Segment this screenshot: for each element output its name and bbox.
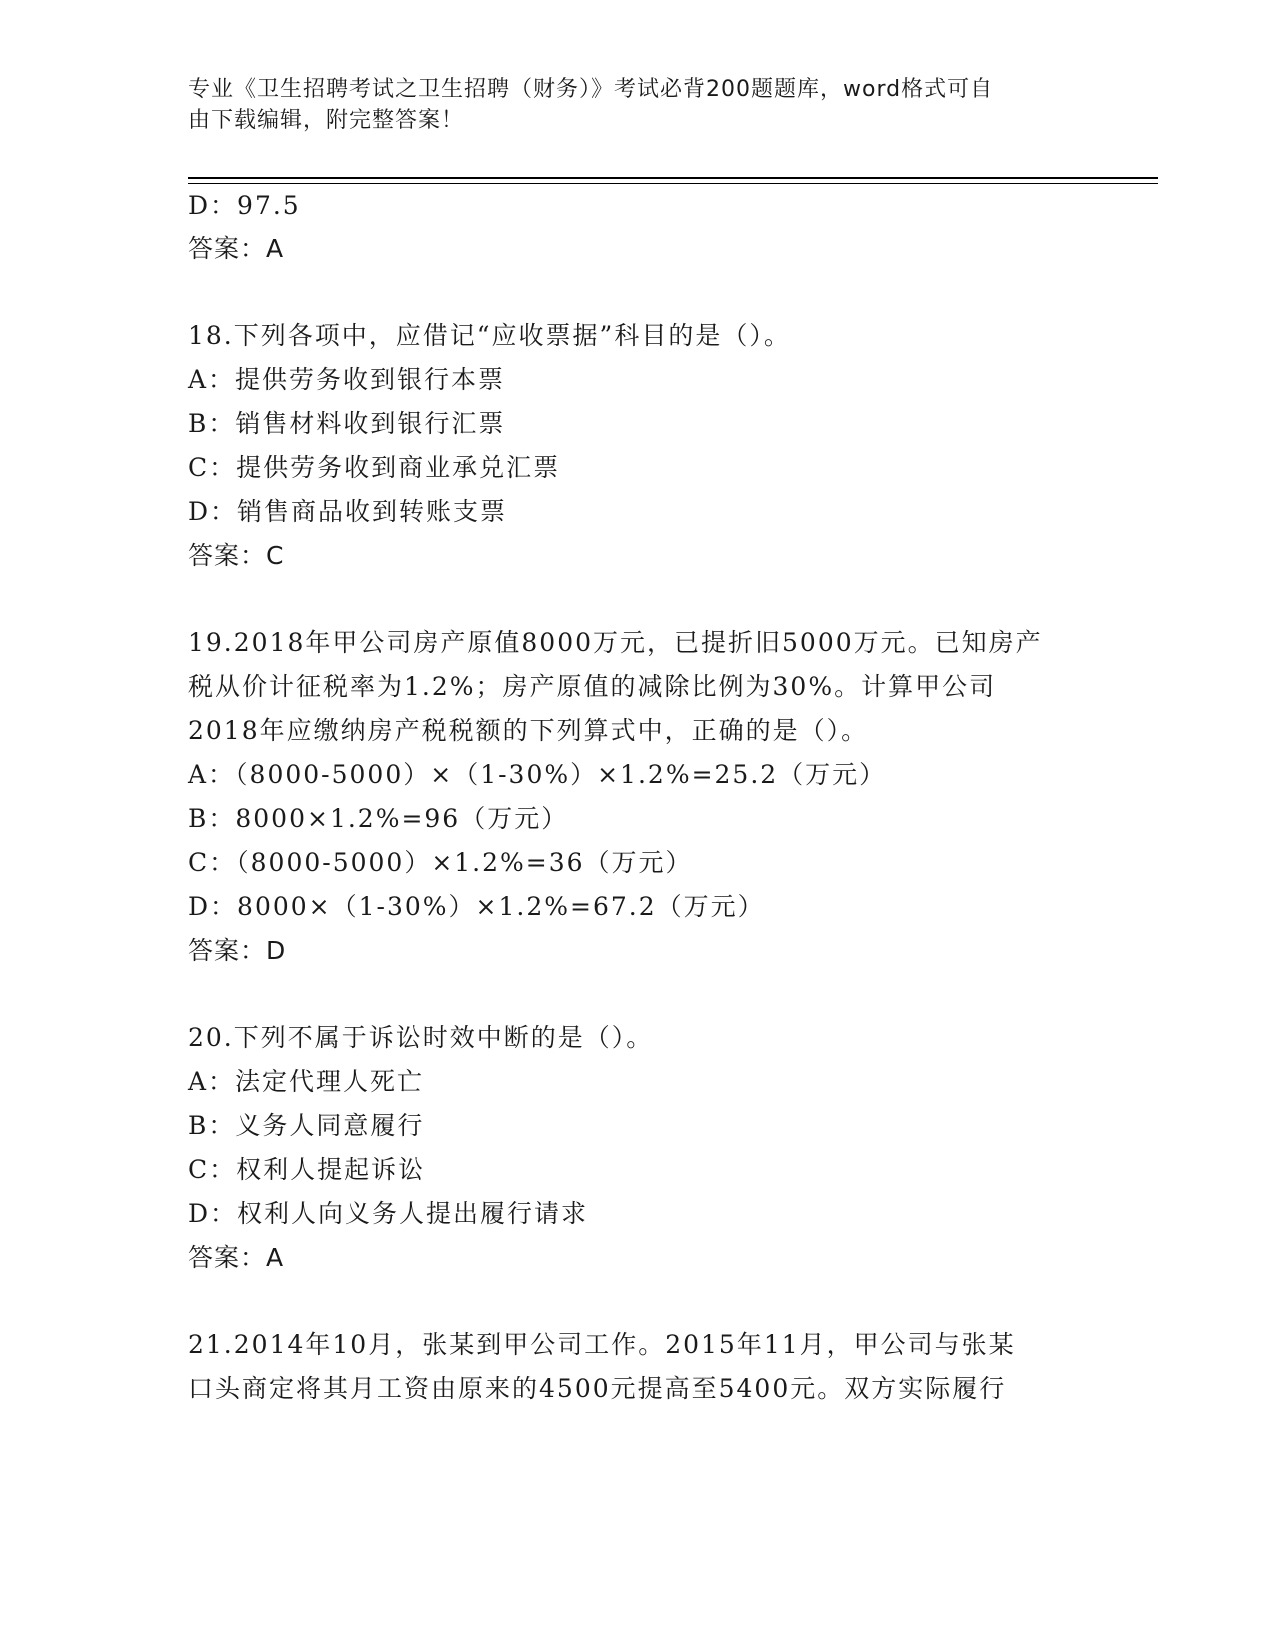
question-stem: 21.2014年10月，张某到甲公司工作。2015年11月，甲公司与张某 <box>188 1330 1016 1359</box>
option-b: B：销售材料收到银行汇票 <box>188 409 506 438</box>
header-rule-thick <box>188 177 1158 179</box>
question-stem: 2018年应缴纳房产税税额的下列算式中，正确的是（）。 <box>188 716 869 745</box>
option-a: A：法定代理人死亡 <box>188 1067 425 1096</box>
answer: 答案：C <box>188 541 285 570</box>
question-stem: 20.下列不属于诉讼时效中断的是（）。 <box>188 1023 654 1052</box>
question-stem: 19.2018年甲公司房产原值8000万元，已提折旧5000万元。已知房产 <box>188 628 1043 657</box>
question-stem: 18.下列各项中，应借记“应收票据”科目的是（）。 <box>188 321 791 350</box>
option-c: C：权利人提起诉讼 <box>188 1155 426 1184</box>
option-c: C：（8000-5000）×1.2%=36（万元） <box>188 848 693 877</box>
option-d: D：97.5 <box>188 191 301 220</box>
option-d: D：权利人向义务人提出履行请求 <box>188 1199 589 1228</box>
answer: 答案：A <box>188 234 285 263</box>
answer: 答案：D <box>188 936 287 965</box>
question-stem: 口头商定将其月工资由原来的4500元提高至5400元。双方实际履行 <box>188 1374 1007 1403</box>
option-c: C：提供劳务收到商业承兑汇票 <box>188 453 561 482</box>
header-line-2: 由下载编辑，附完整答案！ <box>188 108 465 133</box>
option-b: B：8000×1.2%=96（万元） <box>188 804 569 833</box>
option-d: D：8000×（1-30%）×1.2%=67.2（万元） <box>188 892 765 921</box>
answer: 答案：A <box>188 1243 285 1272</box>
question-stem: 税从价计征税率为1.2%；房产原值的减除比例为30%。计算甲公司 <box>188 672 997 701</box>
document-header <box>188 74 1088 136</box>
option-b: B：义务人同意履行 <box>188 1111 425 1140</box>
header-rule-thin <box>188 183 1158 184</box>
option-a: A：提供劳务收到银行本票 <box>188 365 506 394</box>
option-a: A：（8000-5000）×（1-30%）×1.2%=25.2（万元） <box>188 760 887 789</box>
header-line-1: 专业《卫生招聘考试之卫生招聘（财务）》考试必背200题题库，word格式可自 <box>188 77 994 102</box>
option-d: D：销售商品收到转账支票 <box>188 497 508 526</box>
